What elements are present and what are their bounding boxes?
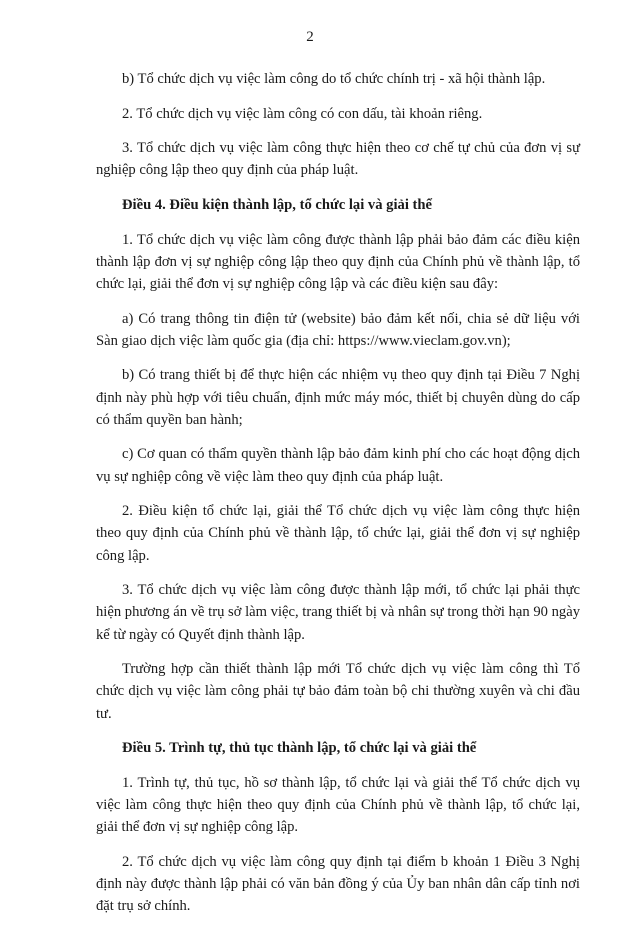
article-4-point-a: a) Có trang thông tin điện tử (website) bảo đảm kết nối, chia sẻ dữ liệu với Sàn giao dịch việc làm quốc gia (địa chỉ: https://www.vieclam.gov.vn); — [96, 310, 580, 349]
article-4-clause-3: 3. Tổ chức dịch vụ việc làm công được thành lập mới, tổ chức lại phải thực hiện phương án về trụ sở làm việc, trang thiết bị và nhân sự trong thời hạn 90 ngày kể từ ngày có Quyết định thành lập. — [96, 582, 580, 643]
article-5-clause-2: 2. Tổ chức dịch vụ việc làm công quy định tại điểm b khoản 1 Điều 3 Nghị định này được thành lập phải có văn bản đồng ý của Ủy ban nhân dân cấp tỉnh nơi đặt trụ sở chính. — [96, 853, 580, 915]
paragraph-2-seal-account: 2. Tổ chức dịch vụ việc làm công có con dấu, tài khoản riêng. — [122, 105, 483, 122]
article-4-clause-1: 1. Tổ chức dịch vụ việc làm công được thành lập phải bảo đảm các điều kiện thành lập đơn vị sự nghiệp công lập theo quy định của Chính phủ về thành lập, tổ chức lại, giải thể đơn vị sự nghiệp công lập và các điều kiện sau đây: — [96, 231, 580, 292]
paragraph-3-autonomy: 3. Tổ chức dịch vụ việc làm công thực hiện theo cơ chế tự chủ của đơn vị sự nghiệp công lập theo quy định của pháp luật. — [96, 140, 580, 179]
document-body — [96, 68, 580, 930]
paragraph-b-political-org: b) Tổ chức dịch vụ việc làm công do tổ chức chính trị - xã hội thành lập. — [122, 71, 546, 87]
article-5-heading: Điều 5. Trình tự, thủ tục thành lập, tổ chức lại và giải thể — [122, 740, 477, 757]
article-4-heading: Điều 4. Điều kiện thành lập, tổ chức lại và giải thể — [122, 196, 432, 213]
article-4-point-c: c) Cơ quan có thẩm quyền thành lập bảo đảm kinh phí cho các hoạt động dịch vụ sự nghiệp công về việc làm theo quy định của pháp luật. — [96, 446, 580, 485]
article-4-point-b: b) Có trang thiết bị để thực hiện các nhiệm vụ theo quy định tại Điều 7 Nghị định này phù hợp với tiêu chuẩn, định mức máy móc, thiết bị chuyên dùng do cấp có thẩm quyền ban hành; — [96, 367, 580, 428]
article-5-clause-1: 1. Trình tự, thủ tục, hồ sơ thành lập, tổ chức lại và giải thể Tổ chức dịch vụ việc làm công thực hiện theo quy định của Chính phủ về thành lập, tổ chức lại, giải thể đơn vị sự nghiệp công lập. — [96, 774, 580, 836]
page-number: 2 — [306, 29, 314, 45]
article-4-clause-2: 2. Điều kiện tổ chức lại, giải thể Tổ chức dịch vụ việc làm công thực hiện theo quy định của Chính phủ về thành lập, tổ chức lại, giải thể đơn vị sự nghiệp công lập. — [96, 503, 580, 564]
article-4-special-case: Trường hợp cần thiết thành lập mới Tổ chức dịch vụ việc làm công thì Tổ chức dịch vụ việc làm công phải tự bảo đảm toàn bộ chi thường xuyên và chi đầu tư. — [96, 661, 580, 722]
